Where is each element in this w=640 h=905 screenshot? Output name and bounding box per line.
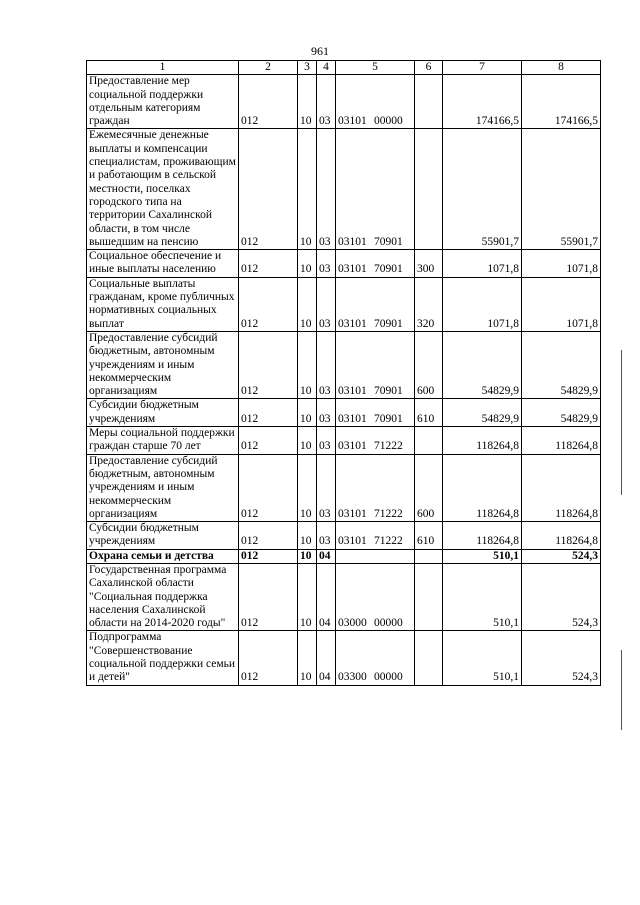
row-col5-part2: 00000 <box>374 671 403 684</box>
row-col7-value: 174166,5 <box>443 75 522 129</box>
column-header: 5 <box>336 61 415 75</box>
row-col3: 10 <box>298 631 317 685</box>
row-col5-part1: 03101 <box>338 535 367 548</box>
row-col5 <box>336 522 415 550</box>
row-col4: 03 <box>317 129 336 250</box>
row-col2: 012 <box>239 427 298 455</box>
row-col8-value: 54829,9 <box>522 399 601 427</box>
row-col8-value: 1071,8 <box>522 250 601 278</box>
row-col4: 04 <box>317 549 336 563</box>
row-col5 <box>336 331 415 398</box>
row-col2: 012 <box>239 549 298 563</box>
row-col7-value: 54829,9 <box>443 399 522 427</box>
row-col4: 04 <box>317 563 336 630</box>
table-body <box>87 61 601 686</box>
row-col8-value: 118264,8 <box>522 454 601 521</box>
row-col2: 012 <box>239 277 298 331</box>
row-name: Предоставление субсидий бюджетным, автономным учреждениям и иным некоммерческим организациям <box>87 331 239 398</box>
row-col5-part1: 03101 <box>338 235 367 248</box>
row-col8-value: 54829,9 <box>522 331 601 398</box>
row-col5-part2: 71222 <box>374 535 403 548</box>
table-row <box>87 454 601 521</box>
row-col8-value: 524,3 <box>522 631 601 685</box>
row-col3: 10 <box>298 277 317 331</box>
row-col6: 610 <box>415 399 443 427</box>
row-col5-part1: 03101 <box>338 317 367 330</box>
row-col3: 10 <box>298 129 317 250</box>
row-col6 <box>415 75 443 129</box>
row-col5-part2: 70901 <box>374 412 403 425</box>
row-col4: 04 <box>317 631 336 685</box>
row-col2: 012 <box>239 331 298 398</box>
row-col6: 300 <box>415 250 443 278</box>
row-col6 <box>415 563 443 630</box>
row-col5-part1: 03101 <box>338 507 367 520</box>
row-col8-value: 55901,7 <box>522 129 601 250</box>
row-col3: 10 <box>298 399 317 427</box>
scan-margin-mark <box>621 350 622 495</box>
row-name: Предоставление субсидий бюджетным, автономным учреждениям и иным некоммерческим организациям <box>87 454 239 521</box>
row-name: Социальное обеспечение и иные выплаты населению <box>87 250 239 278</box>
table-row <box>87 631 601 685</box>
row-col6 <box>415 549 443 563</box>
row-col5-part2: 71222 <box>374 507 403 520</box>
row-col4: 03 <box>317 454 336 521</box>
row-name: Меры социальной поддержки граждан старше 70 лет <box>87 427 239 455</box>
row-col5-part2: 70901 <box>374 317 403 330</box>
row-col3: 10 <box>298 522 317 550</box>
row-col5 <box>336 549 415 563</box>
column-header: 8 <box>522 61 601 75</box>
row-col5-part2: 70901 <box>374 263 403 276</box>
row-col4: 03 <box>317 75 336 129</box>
table-row <box>87 129 601 250</box>
table-row <box>87 549 601 563</box>
row-col5-part1: 03000 <box>338 617 367 630</box>
row-col3: 10 <box>298 454 317 521</box>
table-row <box>87 75 601 129</box>
table-row <box>87 563 601 630</box>
row-col2: 012 <box>239 522 298 550</box>
row-name: Субсидии бюджетным учреждениям <box>87 399 239 427</box>
row-col2: 012 <box>239 399 298 427</box>
row-col6 <box>415 427 443 455</box>
row-col2: 012 <box>239 563 298 630</box>
row-col2: 012 <box>239 631 298 685</box>
row-col5-part1: 03101 <box>338 412 367 425</box>
table-row <box>87 399 601 427</box>
table-row <box>87 331 601 398</box>
table-row <box>87 522 601 550</box>
row-col5-part1: 03300 <box>338 671 367 684</box>
row-col4: 03 <box>317 399 336 427</box>
row-col5-part1: 03101 <box>338 263 367 276</box>
page-number: 961 <box>311 44 329 58</box>
row-col6 <box>415 631 443 685</box>
row-name: Субсидии бюджетным учреждениям <box>87 522 239 550</box>
row-col5-part1: 03101 <box>338 115 367 128</box>
row-col2: 012 <box>239 250 298 278</box>
row-col4: 03 <box>317 250 336 278</box>
row-col6: 600 <box>415 331 443 398</box>
table-header-row <box>87 61 601 75</box>
row-name: Государственная программа Сахалинской области "Социальная поддержка населения Сахалинской области на 2014-2020 годы" <box>87 563 239 630</box>
row-col5-part2: 71222 <box>374 440 403 453</box>
row-col7-value: 510,1 <box>443 549 522 563</box>
table-row <box>87 277 601 331</box>
column-header: 4 <box>317 61 336 75</box>
column-header: 3 <box>298 61 317 75</box>
row-col2: 012 <box>239 129 298 250</box>
row-col7-value: 1071,8 <box>443 250 522 278</box>
row-col5 <box>336 454 415 521</box>
row-col3: 10 <box>298 549 317 563</box>
row-col5 <box>336 277 415 331</box>
row-col6: 320 <box>415 277 443 331</box>
row-col7-value: 54829,9 <box>443 331 522 398</box>
budget-table <box>86 60 601 686</box>
row-col7-value: 118264,8 <box>443 454 522 521</box>
row-name: Предоставление мер социальной поддержки отдельным категориям граждан <box>87 75 239 129</box>
row-col7-value: 118264,8 <box>443 427 522 455</box>
row-col3: 10 <box>298 75 317 129</box>
table-row <box>87 427 601 455</box>
row-name: Социальные выплаты гражданам, кроме публичных нормативных социальных выплат <box>87 277 239 331</box>
row-col7-value: 510,1 <box>443 563 522 630</box>
row-col5 <box>336 75 415 129</box>
row-col5-part2: 00000 <box>374 617 403 630</box>
row-col5-part2: 00000 <box>374 115 403 128</box>
row-col6 <box>415 129 443 250</box>
row-name: Подпрограмма "Совершенствование социальной поддержки семьи и детей" <box>87 631 239 685</box>
row-col8-value: 118264,8 <box>522 427 601 455</box>
row-col4: 03 <box>317 427 336 455</box>
row-col5-part2: 70901 <box>374 385 403 398</box>
row-col5 <box>336 250 415 278</box>
scan-margin-mark <box>621 650 622 730</box>
column-header: 1 <box>87 61 239 75</box>
row-col3: 10 <box>298 427 317 455</box>
table-row <box>87 250 601 278</box>
row-col2: 012 <box>239 75 298 129</box>
row-col7-value: 1071,8 <box>443 277 522 331</box>
row-col3: 10 <box>298 563 317 630</box>
row-col5 <box>336 427 415 455</box>
row-col8-value: 524,3 <box>522 549 601 563</box>
row-col8-value: 118264,8 <box>522 522 601 550</box>
row-col4: 03 <box>317 522 336 550</box>
row-col7-value: 55901,7 <box>443 129 522 250</box>
column-header: 7 <box>443 61 522 75</box>
row-col7-value: 510,1 <box>443 631 522 685</box>
row-col5-part1: 03101 <box>338 440 367 453</box>
row-col7-value: 118264,8 <box>443 522 522 550</box>
row-col4: 03 <box>317 331 336 398</box>
row-col5-part2: 70901 <box>374 235 403 248</box>
row-col6: 610 <box>415 522 443 550</box>
row-col2: 012 <box>239 454 298 521</box>
column-header: 6 <box>415 61 443 75</box>
row-col5-part1: 03101 <box>338 385 367 398</box>
row-name: Охрана семьи и детства <box>87 549 239 563</box>
column-header: 2 <box>239 61 298 75</box>
row-col5 <box>336 631 415 685</box>
row-col5 <box>336 399 415 427</box>
row-col8-value: 524,3 <box>522 563 601 630</box>
row-col5 <box>336 563 415 630</box>
row-col3: 10 <box>298 331 317 398</box>
row-col8-value: 174166,5 <box>522 75 601 129</box>
row-col6: 600 <box>415 454 443 521</box>
row-col5 <box>336 129 415 250</box>
row-col8-value: 1071,8 <box>522 277 601 331</box>
row-col4: 03 <box>317 277 336 331</box>
row-name: Ежемесячные денежные выплаты и компенсации специалистам, проживающим и работающим в сельской местности, поселках городского типа на территории Сахалинской области, в том числе вышедшим на пенсию <box>87 129 239 250</box>
row-col3: 10 <box>298 250 317 278</box>
